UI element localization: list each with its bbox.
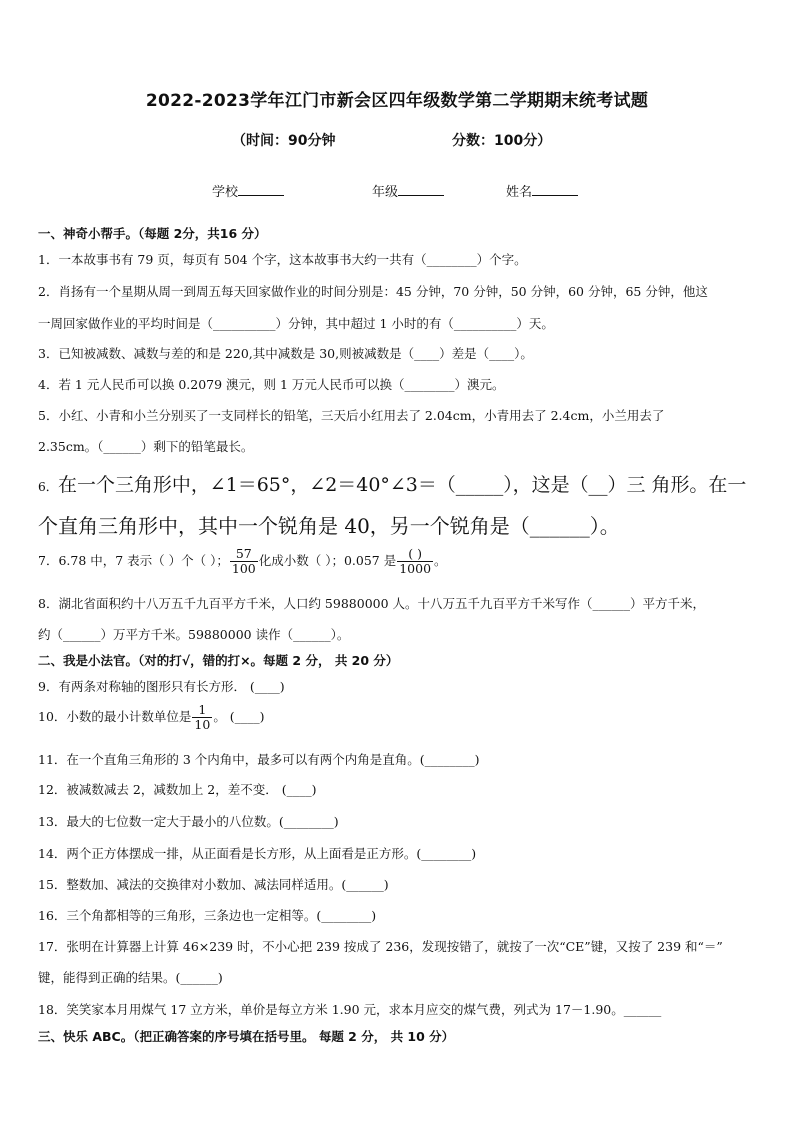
question-10-prefix: 10．小数的最小计数单位是 [38, 708, 192, 724]
fraction-denominator: 100 [231, 560, 256, 576]
question-18: 18．笑笑家本月用煤气 17 立方米，单价是每立方米 1.90 元，求本月应交的煤气费，列式为 17－1.90。______ [38, 1002, 662, 1017]
school-field[interactable] [212, 181, 284, 200]
exam-score: 分数：100分） [452, 133, 552, 149]
question-10-end: 。 (____) [213, 708, 265, 724]
question-5-line-1: 5．小红、小青和小兰分别买了一支同样长的铅笔，三天后小红用去了 2.04cm，小青用去了 2.4cm，小兰用去了 [38, 408, 665, 423]
name-field[interactable] [506, 181, 578, 200]
question-11: 11．在一个直角三角形的 3 个内角中，最多可以有两个内角是直角。(________) [38, 752, 480, 767]
question-12: 12．被减数减去 2，减数加上 2，差不变． (____) [38, 782, 317, 797]
name-label: 姓名 [506, 185, 533, 200]
fraction-1-10 [192, 703, 212, 732]
question-6-line-1 [38, 470, 746, 497]
section-3-heading: 三、快乐 ABC。（把正确答案的序号填在括号里。 每题 2 分， 共 10 分） [38, 1029, 455, 1044]
section-1-heading: 一、神奇小帮手。（每题 2分，共16 分） [38, 226, 267, 241]
question-10 [38, 703, 265, 732]
fraction-numerator: 1 [192, 703, 212, 718]
fraction-denominator: 1000 [399, 560, 432, 576]
question-7 [38, 547, 447, 576]
question-17-line-1: 17．张明在计算器上计算 46×239 时，不小心把 239 按成了 236，发现按错了，就按了一次“CE”键，又按了 239 和“＝” [38, 939, 723, 954]
fraction-denominator: 10 [194, 716, 211, 732]
question-16: 16．三个角都相等的三角形，三条边也一定相等。(________) [38, 908, 377, 923]
fraction-numerator: ( ) [397, 547, 433, 562]
question-9: 9．有两条对称轴的图形只有长方形． (____) [38, 679, 285, 694]
fraction-blank-1000 [397, 547, 433, 576]
grade-field[interactable] [372, 181, 444, 200]
question-3: 3．已知被减数、减数与差的和是 220,其中减数是 30,则被减数是（____）差是（____）。 [38, 346, 533, 361]
question-7-end: 。 [434, 552, 447, 568]
fraction-57-100 [230, 547, 258, 576]
question-7-middle: 化成小数（ ）；0.057 是 [258, 552, 397, 568]
question-2-line-2: 一周回家做作业的平均时间是（__________）分钟，其中超过 1 小时的有（__________）天。 [38, 316, 554, 331]
question-1: 1．一本故事书有 79 页，每页有 504 个字，这本故事书大约一共有（________）个字。 [38, 252, 527, 267]
question-8-line-1: 8．湖北省面积约十八万五千九百平方千米，人口约 59880000 人。十八万五千九百平方千米写作（______）平方千米， [38, 596, 706, 611]
question-4: 4．若 1 元人民币可以换 0.2079 澳元，则 1 万元人民币可以换（________）澳元。 [38, 377, 505, 392]
school-label: 学校 [212, 185, 239, 200]
question-6-text-1: 在一个三角形中，∠1＝65°，∠2＝40°∠3＝（_____），这是（__）三 角形。在一 [58, 474, 747, 496]
question-17-line-2: 键，能得到正确的结果。(______) [38, 970, 223, 985]
question-6-line-2: 个直角三角形中，其中一个锐角是 40，另一个锐角是（______）。 [38, 514, 620, 538]
question-8-line-2: 约（______）万平方千米。59880000 读作（______）。 [38, 627, 350, 642]
question-15: 15．整数加、减法的交换律对小数加、减法同样适用。(______) [38, 877, 389, 892]
grade-label: 年级 [372, 185, 399, 200]
question-14: 14．两个正方体摆成一排，从正面看是长方形，从上面看是正方形。(________) [38, 846, 477, 861]
question-6-number: 6． [38, 480, 59, 494]
page-title: 2022-2023学年江门市新会区四年级数学第二学期期末统考试题 [145, 91, 649, 111]
question-13: 13．最大的七位数一定大于最小的八位数。(________) [38, 814, 339, 829]
school-blank[interactable] [238, 183, 284, 196]
question-2-line-1: 2．肖扬有一个星期从周一到周五每天回家做作业的时间分别是：45 分钟，70 分钟，50 分钟，60 分钟，65 分钟，他这 [38, 284, 708, 299]
section-2-heading: 二、我是小法官。（对的打√，错的打×。每题 2 分， 共 20 分） [38, 653, 399, 668]
question-7-prefix: 7．6.78 中，7 表示（ ）个（ ）； [38, 552, 229, 568]
name-blank[interactable] [532, 183, 578, 196]
grade-blank[interactable] [398, 183, 444, 196]
exam-time: （时间：90分钟 [232, 133, 336, 149]
question-5-line-2: 2.35cm。（______）剩下的铅笔最长。 [38, 439, 254, 454]
fraction-numerator: 57 [230, 547, 258, 562]
